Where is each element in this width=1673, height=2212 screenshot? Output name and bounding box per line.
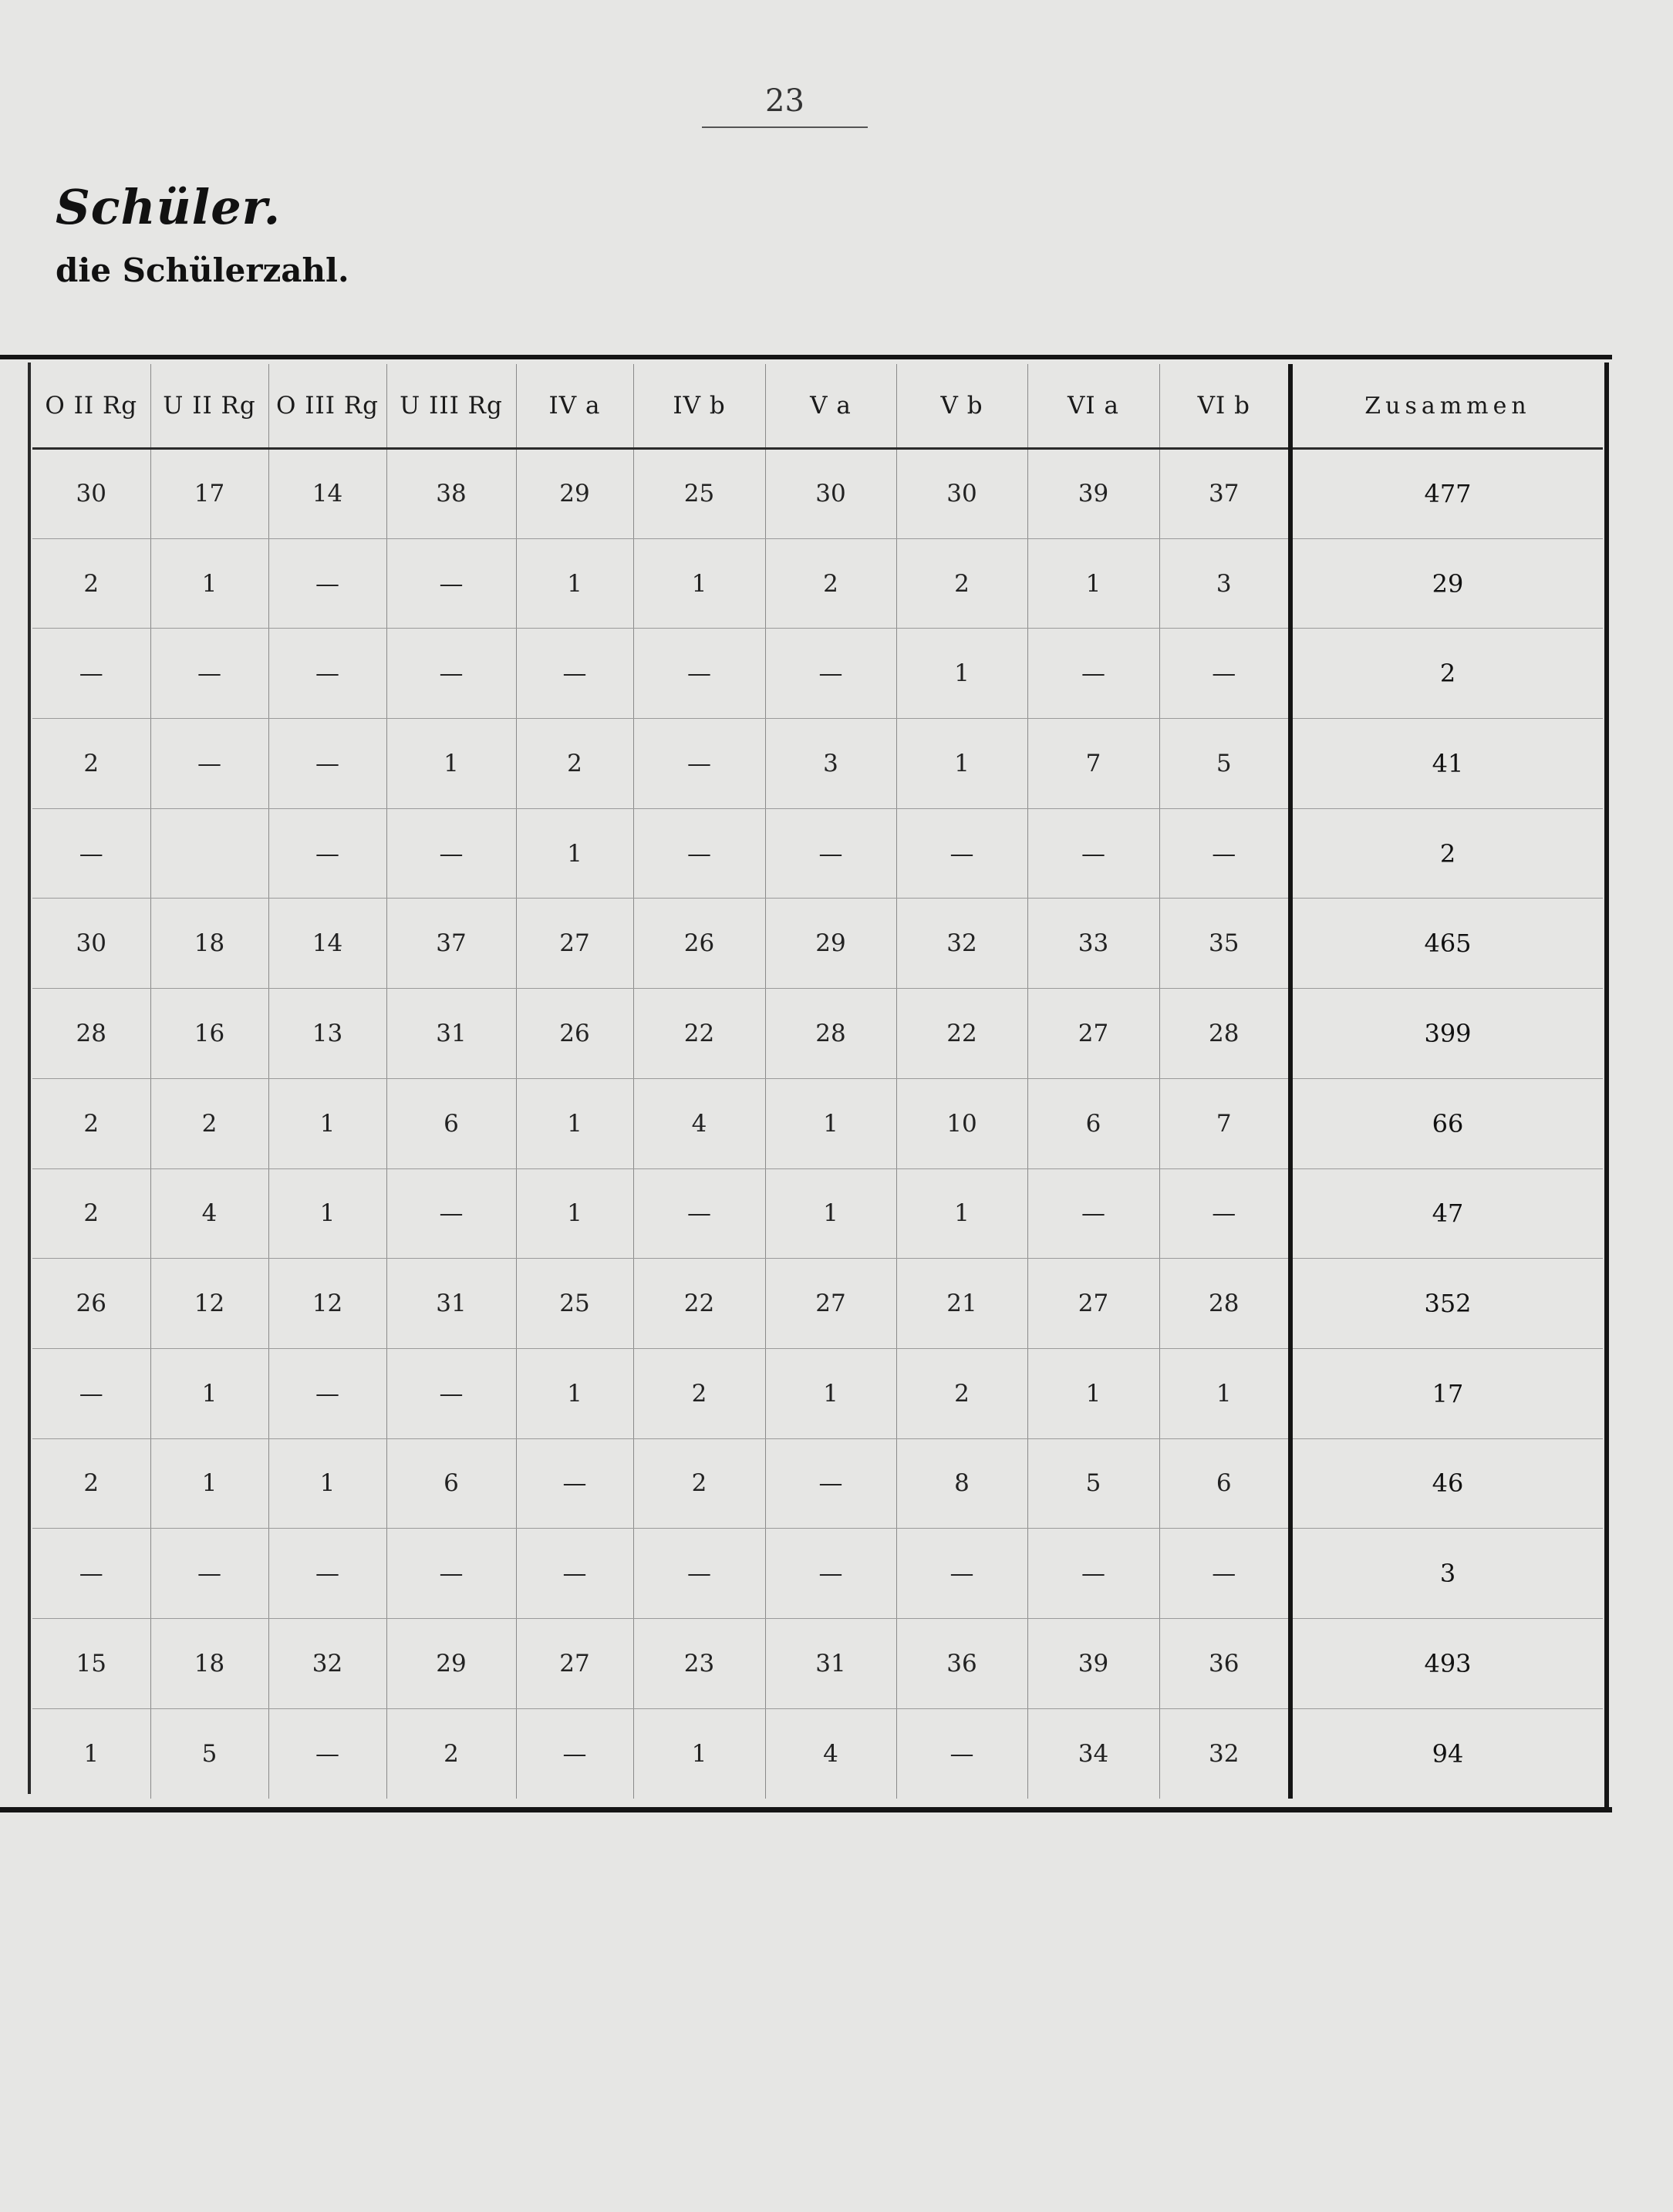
table-cell: — xyxy=(268,1348,386,1438)
table-cell: — xyxy=(268,1708,386,1799)
table-cell: 18 xyxy=(150,899,268,989)
table-cell: 36 xyxy=(1159,1618,1290,1708)
table-cell: — xyxy=(633,629,765,719)
table-cell: 2 xyxy=(150,1078,268,1168)
table-cell: — xyxy=(633,1168,765,1259)
table-cell: 1 xyxy=(516,1348,633,1438)
table-cell: 2 xyxy=(386,1708,516,1799)
table-cell: 1 xyxy=(150,1438,268,1529)
table-cell: — xyxy=(386,538,516,629)
table-cell: 39 xyxy=(1027,1618,1159,1708)
total-cell: 46 xyxy=(1290,1438,1603,1529)
table-row xyxy=(32,449,1603,539)
total-cell: 2 xyxy=(1290,629,1603,719)
table-cell: 8 xyxy=(896,1438,1027,1529)
table-cell: 1 xyxy=(150,1348,268,1438)
table-cell: — xyxy=(1027,1529,1159,1619)
table-cell: 34 xyxy=(1027,1708,1159,1799)
table-cell: 1 xyxy=(896,719,1027,809)
table-cell: 30 xyxy=(765,449,896,539)
table-cell: 6 xyxy=(1027,1078,1159,1168)
table-cell: 2 xyxy=(633,1438,765,1529)
total-cell: 465 xyxy=(1290,899,1603,989)
table-cell: 30 xyxy=(32,449,150,539)
table-cell: 2 xyxy=(32,1078,150,1168)
table-cell: 22 xyxy=(896,989,1027,1079)
total-cell: 3 xyxy=(1290,1529,1603,1619)
table-cell: 2 xyxy=(765,538,896,629)
table-cell: 1 xyxy=(633,538,765,629)
table-cell: 27 xyxy=(1027,989,1159,1079)
table-cell: 4 xyxy=(765,1708,896,1799)
table-cell: — xyxy=(516,1708,633,1799)
table-cell: 23 xyxy=(633,1618,765,1708)
table-cell: 21 xyxy=(896,1259,1027,1349)
table-cell: — xyxy=(516,1529,633,1619)
table-cell: 6 xyxy=(386,1438,516,1529)
table-cell: — xyxy=(1027,1168,1159,1259)
total-cell: 94 xyxy=(1290,1708,1603,1799)
table-cell: 1 xyxy=(386,719,516,809)
table-row xyxy=(32,719,1603,809)
total-cell: 493 xyxy=(1290,1618,1603,1708)
table-cell: — xyxy=(150,1529,268,1619)
table-cell: 13 xyxy=(268,989,386,1079)
page-number: 23 xyxy=(765,83,804,119)
table-cell: 27 xyxy=(516,899,633,989)
column-header: V b xyxy=(896,364,1027,449)
table-cell: 28 xyxy=(1159,989,1290,1079)
table-cell: 31 xyxy=(765,1618,896,1708)
table-cell: 2 xyxy=(32,538,150,629)
table-cell: 5 xyxy=(1027,1438,1159,1529)
table-cell: — xyxy=(1159,808,1290,899)
table-cell: 12 xyxy=(150,1259,268,1349)
column-header: VI b xyxy=(1159,364,1290,449)
table-cell: 5 xyxy=(150,1708,268,1799)
table-cell: — xyxy=(268,538,386,629)
total-cell: 66 xyxy=(1290,1078,1603,1168)
table-cell: 29 xyxy=(516,449,633,539)
table-cell: 30 xyxy=(32,899,150,989)
table-cell: 26 xyxy=(633,899,765,989)
table-cell: 1 xyxy=(268,1168,386,1259)
table-cell: — xyxy=(896,808,1027,899)
table-cell: 1 xyxy=(32,1708,150,1799)
table-cell: 2 xyxy=(32,1168,150,1259)
table-cell: 28 xyxy=(32,989,150,1079)
column-header: V a xyxy=(765,364,896,449)
table-cell: 1 xyxy=(633,1708,765,1799)
table-body xyxy=(32,449,1603,1799)
table-cell: 29 xyxy=(765,899,896,989)
table-cell: 2 xyxy=(633,1348,765,1438)
table-cell: 26 xyxy=(516,989,633,1079)
table-cell: 1 xyxy=(765,1168,896,1259)
table-cell: — xyxy=(268,808,386,899)
table-row xyxy=(32,808,1603,899)
table-cell: 3 xyxy=(1159,538,1290,629)
table-right-edge xyxy=(1604,362,1609,1811)
table-cell: 30 xyxy=(896,449,1027,539)
table-row xyxy=(32,629,1603,719)
table-cell: — xyxy=(386,1168,516,1259)
section-title: Schüler. xyxy=(56,179,282,235)
table-cell: — xyxy=(1027,808,1159,899)
table-cell: — xyxy=(765,1438,896,1529)
table-cell: — xyxy=(765,629,896,719)
table-cell: — xyxy=(386,808,516,899)
column-header: IV a xyxy=(516,364,633,449)
table-cell: 7 xyxy=(1159,1078,1290,1168)
table-cell: 27 xyxy=(516,1618,633,1708)
total-cell: 47 xyxy=(1290,1168,1603,1259)
column-header: U III Rg xyxy=(386,364,516,449)
table-cell: — xyxy=(896,1529,1027,1619)
column-header: O II Rg xyxy=(32,364,150,449)
total-cell: 29 xyxy=(1290,538,1603,629)
table-cell: 22 xyxy=(633,1259,765,1349)
column-header: O III Rg xyxy=(268,364,386,449)
table-row xyxy=(32,899,1603,989)
table-cell: — xyxy=(32,808,150,899)
table-cell: 37 xyxy=(1159,449,1290,539)
table-cell: 2 xyxy=(32,719,150,809)
page-number-rule xyxy=(702,126,868,128)
table-cell: 2 xyxy=(32,1438,150,1529)
table-cell: — xyxy=(268,1529,386,1619)
table-row xyxy=(32,538,1603,629)
table-cell: 1 xyxy=(896,629,1027,719)
table-cell: 16 xyxy=(150,989,268,1079)
table-cell: 4 xyxy=(150,1168,268,1259)
table-cell: 12 xyxy=(268,1259,386,1349)
table-cell: — xyxy=(1159,1168,1290,1259)
table-cell: — xyxy=(150,629,268,719)
table-cell: 29 xyxy=(386,1618,516,1708)
column-header: U II Rg xyxy=(150,364,268,449)
table-cell: 17 xyxy=(150,449,268,539)
table-cell: 14 xyxy=(268,449,386,539)
table-cell: 6 xyxy=(386,1078,516,1168)
table-cell: 2 xyxy=(896,1348,1027,1438)
table-cell: — xyxy=(1027,629,1159,719)
table-cell: — xyxy=(32,1348,150,1438)
table-cell: 18 xyxy=(150,1618,268,1708)
table-row xyxy=(32,1348,1603,1438)
table-cell: 22 xyxy=(633,989,765,1079)
table-cell: 33 xyxy=(1027,899,1159,989)
table-cell: 31 xyxy=(386,1259,516,1349)
total-cell: 41 xyxy=(1290,719,1603,809)
table-cell: 2 xyxy=(896,538,1027,629)
table-cell: — xyxy=(765,1529,896,1619)
table-cell: — xyxy=(633,808,765,899)
table-row xyxy=(32,1529,1603,1619)
table-cell: — xyxy=(386,1529,516,1619)
column-header: VI a xyxy=(1027,364,1159,449)
table-cell: 36 xyxy=(896,1618,1027,1708)
table-cell: 32 xyxy=(896,899,1027,989)
table-cell: — xyxy=(32,629,150,719)
table-cell: 27 xyxy=(1027,1259,1159,1349)
table-cell: 25 xyxy=(516,1259,633,1349)
table-cell: 14 xyxy=(268,899,386,989)
table-cell: — xyxy=(516,629,633,719)
table-cell: — xyxy=(1159,1529,1290,1619)
table-cell: 39 xyxy=(1027,449,1159,539)
table-cell: 27 xyxy=(765,1259,896,1349)
table-cell: — xyxy=(516,1438,633,1529)
student-count-table xyxy=(32,364,1603,1799)
table-row xyxy=(32,1078,1603,1168)
table-cell: — xyxy=(633,1529,765,1619)
table-cell: — xyxy=(896,1708,1027,1799)
table-cell: 1 xyxy=(765,1348,896,1438)
table-cell: 28 xyxy=(1159,1259,1290,1349)
total-cell: 17 xyxy=(1290,1348,1603,1438)
table-cell: 5 xyxy=(1159,719,1290,809)
table-cell: 1 xyxy=(268,1438,386,1529)
table-cell: — xyxy=(386,629,516,719)
table-cell: — xyxy=(386,1348,516,1438)
table-cell: 2 xyxy=(516,719,633,809)
table-cell: 25 xyxy=(633,449,765,539)
table-cell: 28 xyxy=(765,989,896,1079)
table-cell: 1 xyxy=(1027,538,1159,629)
table-cell: — xyxy=(268,629,386,719)
table-cell: — xyxy=(268,719,386,809)
table-cell: 1 xyxy=(268,1078,386,1168)
table-cell: 38 xyxy=(386,449,516,539)
table-cell: 1 xyxy=(516,538,633,629)
table-row xyxy=(32,1618,1603,1708)
table-cell: — xyxy=(32,1529,150,1619)
table-cell: 15 xyxy=(32,1618,150,1708)
table-row xyxy=(32,989,1603,1079)
table-cell: 1 xyxy=(516,808,633,899)
table-cell: — xyxy=(765,808,896,899)
table-cell: 10 xyxy=(896,1078,1027,1168)
table-cell: 1 xyxy=(1159,1348,1290,1438)
column-header-total: Zusammen xyxy=(1290,364,1603,449)
table-cell: 31 xyxy=(386,989,516,1079)
table-cell: 26 xyxy=(32,1259,150,1349)
table-row xyxy=(32,1168,1603,1259)
column-header: IV b xyxy=(633,364,765,449)
table-cell: 3 xyxy=(765,719,896,809)
table-cell: 4 xyxy=(633,1078,765,1168)
table-cell: 7 xyxy=(1027,719,1159,809)
total-cell: 399 xyxy=(1290,989,1603,1079)
table-cell: 1 xyxy=(150,538,268,629)
table-cell: 32 xyxy=(268,1618,386,1708)
header-row xyxy=(32,364,1603,449)
table-cell: 1 xyxy=(516,1168,633,1259)
section-subtitle: die Schülerzahl. xyxy=(56,251,349,289)
table-cell: — xyxy=(633,719,765,809)
table-row xyxy=(32,1259,1603,1349)
total-cell: 352 xyxy=(1290,1259,1603,1349)
table-cell xyxy=(150,808,268,899)
total-cell: 477 xyxy=(1290,449,1603,539)
table-cell: — xyxy=(1159,629,1290,719)
table-cell: 35 xyxy=(1159,899,1290,989)
table-cell: 6 xyxy=(1159,1438,1290,1529)
table-cell: 1 xyxy=(896,1168,1027,1259)
table-cell: 1 xyxy=(1027,1348,1159,1438)
table-cell: — xyxy=(150,719,268,809)
total-cell: 2 xyxy=(1290,808,1603,899)
table-row xyxy=(32,1438,1603,1529)
table-row xyxy=(32,1708,1603,1799)
table-left-edge xyxy=(28,362,31,1794)
table-cell: 1 xyxy=(516,1078,633,1168)
table-cell: 37 xyxy=(386,899,516,989)
table-cell: 32 xyxy=(1159,1708,1290,1799)
table-cell: 1 xyxy=(765,1078,896,1168)
